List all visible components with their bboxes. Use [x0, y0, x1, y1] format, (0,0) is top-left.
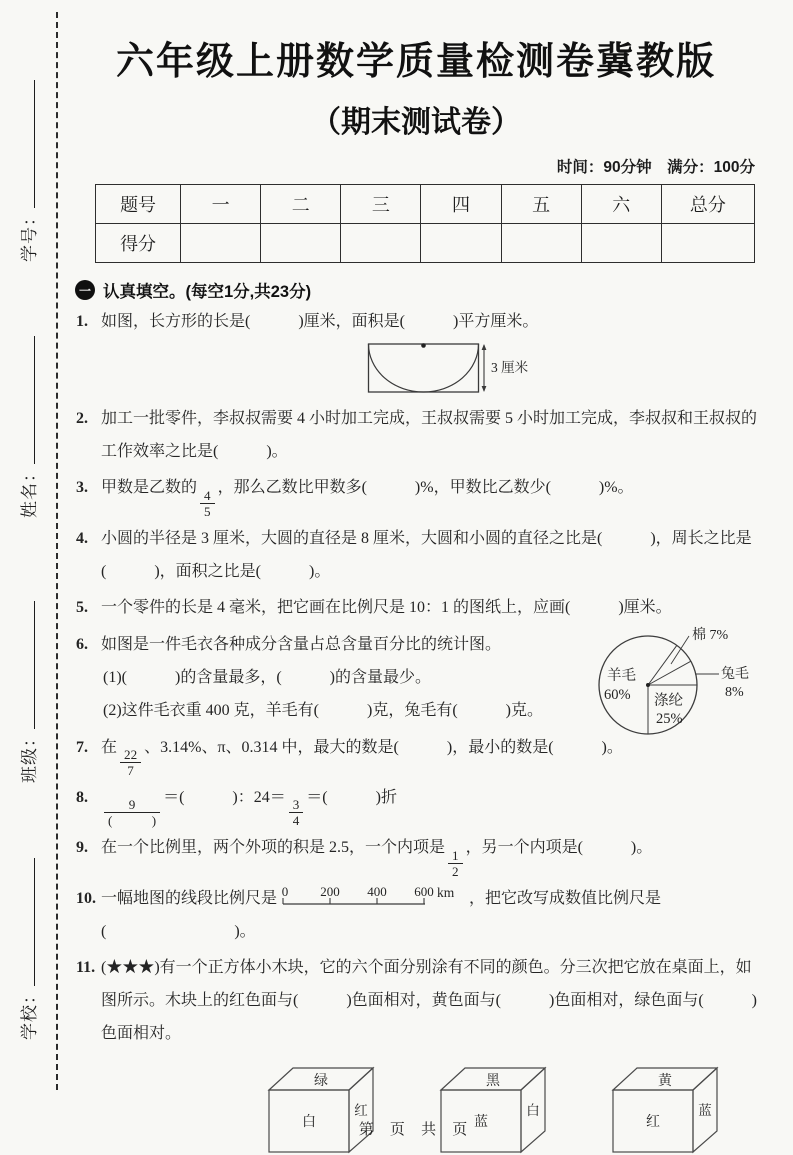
score-row-label: 得分: [96, 224, 181, 263]
question-3: [75, 472, 757, 518]
cube-1-front-label: 白: [302, 1114, 316, 1130]
circle-center-dot: [421, 343, 426, 348]
question-1-number: 1.: [76, 313, 88, 330]
dimension-label: 3 厘米: [491, 359, 529, 375]
cube-1-right-label: 红: [354, 1102, 368, 1118]
question-1-text: 如图，长方形的长是( )厘米，面积是( )平方厘米。: [101, 313, 539, 330]
question-3-number: 3.: [76, 479, 88, 497]
score-table-header-row: [96, 185, 755, 224]
student-id-fill-line: [31, 80, 35, 208]
question-6-text: 如图是一件毛衣各种成分含量占总含量百分比的统计图。: [101, 636, 502, 654]
question-4-number: 4.: [76, 529, 88, 547]
score-cell: [581, 224, 661, 263]
school-fill-line: [31, 858, 35, 986]
cube-2-right-label: 白: [526, 1102, 540, 1118]
cube-3-right-label: 蓝: [698, 1102, 712, 1118]
question-1: [75, 306, 757, 399]
scale-tick-200: 200: [320, 883, 340, 899]
header-cell-1: 一: [181, 185, 261, 224]
question-9-text-pre: 在一个比例里，两个外项的积是 2.5，一个内项是: [101, 839, 446, 857]
fraction-4-5: $\frac{4}{5}$: [200, 488, 215, 519]
score-table: [95, 184, 755, 263]
question-3-text-pre: 甲数是乙数的: [101, 479, 198, 497]
score-cell: [181, 224, 261, 263]
question-8-mid-2: ＝( )折: [306, 788, 397, 806]
question-2-number: 2.: [76, 409, 88, 427]
pie-label-wool: 羊毛: [607, 668, 636, 685]
cube-3-top-label: 黄: [658, 1073, 672, 1089]
seal-field-name: [15, 336, 40, 518]
seal-field-student-id: [15, 80, 40, 262]
class-label: 班级：: [20, 729, 39, 783]
student-id-label: 学号：: [20, 208, 39, 262]
sweater-composition-pie-chart: [591, 613, 769, 751]
header-cell-total: 总分: [661, 185, 754, 224]
question-7-text-pre: 在: [101, 738, 118, 756]
cube-2-front-label: 蓝: [474, 1114, 488, 1130]
cube-figures-row: [263, 1059, 757, 1155]
header-cell-6: 六: [581, 185, 661, 224]
cube-figure-1: [263, 1059, 379, 1155]
page-footer: 第 页 共 页: [358, 1120, 474, 1138]
seal-field-school: [15, 858, 40, 1040]
name-label: 姓名：: [20, 464, 39, 518]
section-1-header: [75, 278, 757, 302]
section-1-title: 认真填空。(每空1分,共23分): [103, 283, 312, 301]
seal-dashed-line: [56, 12, 58, 1090]
semicircle-in-rectangle-figure: [367, 341, 577, 399]
question-4-text: 小圆的半径是 3 厘米，大圆的直径是 8 厘米，大圆和小圆的直径之比是( )，周长之比是 ( )，面积之比是( )。: [101, 529, 752, 580]
linear-map-scale-figure: [279, 884, 467, 908]
score-cell: [341, 224, 421, 263]
cube-1-top-label: 绿: [314, 1073, 328, 1089]
question-10-text-post: ，把它改写成数值比例尺是( )。: [101, 889, 662, 940]
pie-value-wool: 60%: [604, 687, 631, 704]
page-title: 六年级上册数学质量检测卷冀教版: [115, 41, 716, 83]
header-cell-5: 五: [501, 185, 581, 224]
header-cell-label: 题号: [96, 185, 181, 224]
pie-value-rabbit-hair: 8%: [725, 685, 744, 701]
question-4: [75, 523, 757, 589]
name-fill-line: [31, 336, 35, 464]
question-5-text: 一个零件的长是 4 毫米，把它画在比例尺是 10：1 的图纸上，应画( )厘米。: [101, 599, 672, 617]
seal-field-class: [15, 601, 40, 783]
question-9: [75, 832, 757, 878]
question-10-number: 10.: [76, 889, 96, 907]
fraction-1-2: $\frac{1}{2}$: [448, 848, 463, 879]
cube-figure-2: [435, 1059, 551, 1155]
question-11-text: (★★★)有一个正方体小木块，它的六个面分别涂有不同的颜色。分三次把它放在桌面上，如图所示。木块上的红色面与( )色面相对，黄色面与( )色面相对，绿色面与( )色面相对。: [101, 959, 757, 1042]
score-table-score-row: [96, 224, 755, 263]
question-9-text-post: ，另一个内项是( )。: [465, 839, 653, 857]
scale-tick-400: 400: [367, 883, 387, 899]
scale-tick-600: 600: [414, 883, 434, 899]
pie-value-polyester: 25%: [656, 711, 683, 728]
question-2: [75, 403, 757, 469]
question-8-mid-1: ＝( )：24＝: [163, 788, 286, 806]
class-fill-line: [31, 601, 35, 729]
fraction-22-7: $\frac{22}{7}$: [120, 747, 141, 778]
score-cell: [421, 224, 501, 263]
question-9-number: 9.: [76, 839, 88, 857]
question-7-text-post: 、3.14%、π、0.314 中，最大的数是( )，最小的数是( )。: [144, 738, 623, 756]
cube-2-top-label: 黑: [486, 1073, 500, 1089]
question-2-text: 加工一批零件，李叔叔需要 4 小时加工完成，王叔叔需要 5 小时加工完成，李叔叔和王叔叔的工作效率之比是( )。: [101, 409, 758, 460]
question-7: [75, 732, 757, 778]
pie-label-polyester: 涤纶: [654, 693, 683, 710]
score-cell: [501, 224, 581, 263]
question-6: [75, 629, 757, 727]
fraction-3-4: $\frac{3}{4}$: [289, 797, 304, 828]
pie-label-rabbit-hair: 兔毛: [721, 667, 749, 683]
question-10: [75, 883, 757, 949]
question-11-number: 11.: [76, 959, 96, 977]
question-3-text-post: ，那么乙数比甲数多( )%，甲数比乙数少( )%。: [217, 479, 634, 497]
question-5-number: 5.: [76, 599, 88, 617]
header-cell-4: 四: [421, 185, 501, 224]
exam-page: [75, 0, 757, 1155]
pie-label-cotton: 棉 7%: [692, 628, 729, 644]
question-8: [75, 782, 757, 828]
cube-figure-3: [607, 1059, 723, 1155]
header-cell-2: 二: [261, 185, 341, 224]
question-6-number: 6.: [76, 636, 88, 654]
school-label: 学校：: [20, 986, 39, 1040]
scale-tick-0: 0: [281, 883, 289, 899]
score-cell: [261, 224, 341, 263]
question-7-number: 7.: [76, 738, 88, 756]
scale-unit: km: [437, 884, 455, 900]
question-6-sub-1: (1)( )的含量最多，( )的含量最少。: [103, 668, 431, 686]
section-number-badge-icon: 一: [75, 280, 95, 300]
header-cell-3: 三: [341, 185, 421, 224]
page-subtitle: （期末测试卷）: [311, 106, 521, 139]
question-6-sub-2: (2)这件毛衣重 400 克，羊毛有( )克，兔毛有( )克。: [103, 701, 543, 719]
fraction-9-blank: $\frac{9}{( )}$: [104, 797, 160, 828]
score-cell: [661, 224, 754, 263]
exam-meta: 时间：90分钟 满分：100分: [556, 159, 755, 176]
cube-3-front-label: 红: [646, 1114, 660, 1130]
question-10-text-pre: 一幅地图的线段比例尺是: [101, 889, 278, 907]
question-8-number: 8.: [76, 788, 88, 806]
